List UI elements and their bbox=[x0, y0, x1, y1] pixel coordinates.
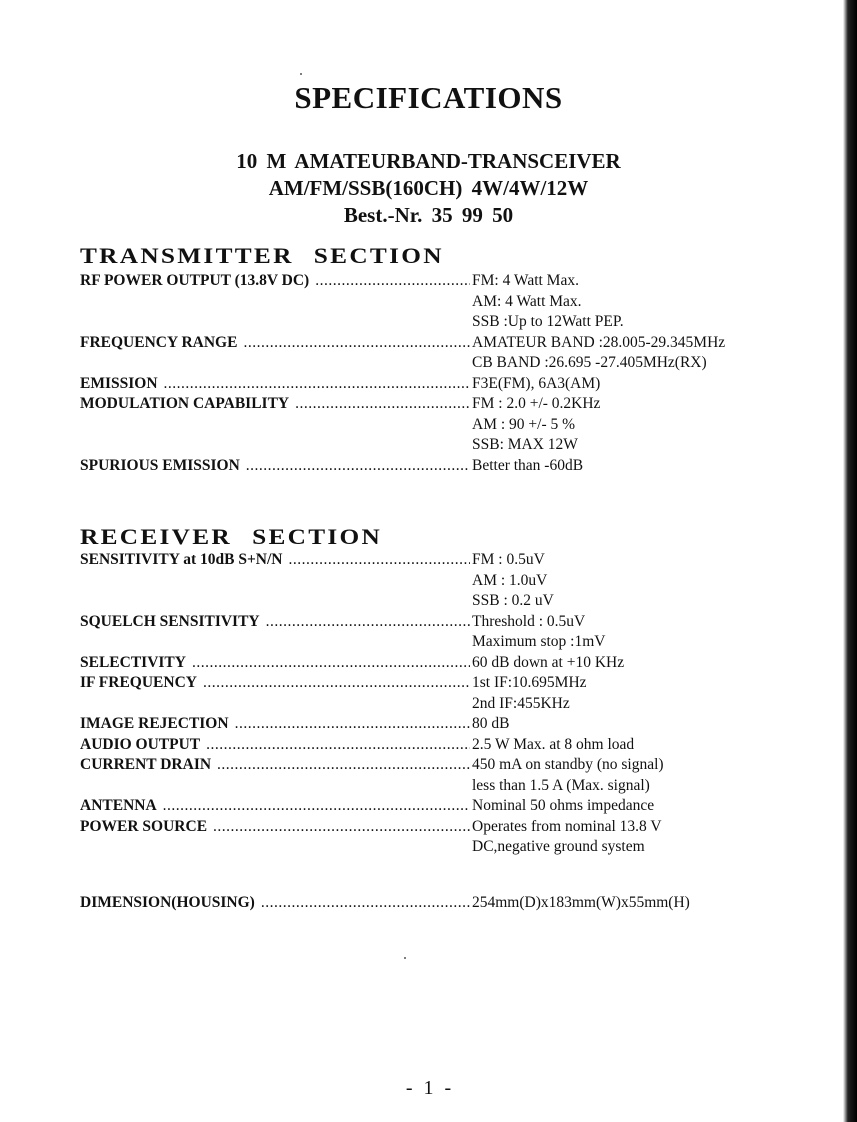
spec-values bbox=[470, 550, 820, 612]
spec-values bbox=[470, 714, 820, 735]
spec-value-line: DC,negative ground system bbox=[472, 838, 645, 855]
spec-value-line: FM : 2.0 +/- 0.2KHz bbox=[472, 395, 601, 412]
spec-row bbox=[80, 550, 820, 612]
spec-label: POWER SOURCE bbox=[80, 817, 208, 835]
spec-value-line: Operates from nominal 13.8 V bbox=[472, 817, 662, 835]
spec-row bbox=[80, 394, 820, 456]
spec-values bbox=[470, 333, 820, 374]
dot-leader bbox=[235, 714, 470, 735]
spec-value-line: 2nd IF:455KHz bbox=[472, 694, 570, 712]
spec-row bbox=[80, 735, 820, 756]
spec-row bbox=[80, 796, 820, 817]
spec-label: SPURIOUS EMISSION bbox=[80, 456, 240, 474]
spec-label: AUDIO OUTPUT bbox=[80, 735, 201, 753]
spec-value-line: 80 dB bbox=[472, 715, 510, 732]
dot-leader bbox=[163, 796, 470, 817]
spec-values bbox=[470, 374, 820, 395]
dot-leader bbox=[243, 333, 470, 354]
spec-label-cell bbox=[80, 817, 470, 838]
dot-leader bbox=[192, 653, 470, 674]
spec-label: FREQUENCY RANGE bbox=[80, 333, 238, 351]
spec-value-line: 60 dB down at +10 KHz bbox=[472, 653, 625, 671]
spec-label-cell bbox=[80, 796, 470, 817]
dot-leader bbox=[315, 271, 470, 292]
spec-label: ANTENNA bbox=[80, 797, 157, 814]
spec-value-line: FM: 4 Watt Max. bbox=[472, 272, 579, 289]
model-subtitle: 10 M AMATEURBAND-TRANSCEIVER bbox=[236, 149, 621, 173]
spec-value-line: SSB : 0.2 uV bbox=[472, 592, 554, 609]
spec-label: IF FREQUENCY bbox=[80, 674, 197, 691]
spec-label: SELECTIVITY bbox=[80, 653, 186, 671]
spec-value-line: FM : 0.5uV bbox=[472, 551, 545, 568]
spec-value-line: SSB: MAX 12W bbox=[472, 436, 578, 453]
order-number-subtitle: Best.-Nr. 35 99 50 bbox=[343, 203, 514, 227]
spec-value-line: Threshold : 0.5uV bbox=[472, 612, 586, 630]
spec-label-cell bbox=[80, 333, 470, 354]
spec-label-cell bbox=[80, 374, 470, 395]
spec-row bbox=[80, 271, 820, 333]
spec-values bbox=[470, 755, 820, 796]
spec-label: IMAGE REJECTION bbox=[80, 715, 229, 732]
spec-label-cell bbox=[80, 893, 470, 914]
scan-speck bbox=[300, 73, 302, 75]
dot-leader bbox=[295, 394, 470, 415]
mode-power-subtitle: AM/FM/SSB(160CH) 4W/4W/12W bbox=[268, 176, 589, 200]
transmitter-section-heading: TRANSMITTER SECTION bbox=[80, 243, 444, 268]
spec-values bbox=[470, 456, 820, 477]
spec-row bbox=[80, 653, 820, 674]
spec-row bbox=[80, 673, 820, 714]
receiver-section-heading: RECEIVER SECTION bbox=[80, 524, 383, 549]
spec-values bbox=[470, 893, 820, 914]
spec-label-cell bbox=[80, 714, 470, 735]
spec-value-line: AM : 1.0uV bbox=[472, 571, 548, 589]
spec-label: SQUELCH SENSITIVITY bbox=[80, 612, 260, 630]
dot-leader bbox=[206, 735, 470, 756]
spec-values bbox=[470, 653, 820, 674]
spec-row bbox=[80, 817, 820, 858]
spec-values bbox=[470, 817, 820, 858]
spec-label-cell bbox=[80, 653, 470, 674]
spec-label: CURRENT DRAIN bbox=[80, 756, 212, 773]
spec-values bbox=[470, 735, 820, 756]
spec-label: RF POWER OUTPUT (13.8V DC) bbox=[80, 272, 310, 289]
spec-label: EMISSION bbox=[80, 374, 158, 392]
spec-value-line: AM: 4 Watt Max. bbox=[472, 292, 582, 310]
spec-row bbox=[80, 714, 820, 735]
spec-value-line: CB BAND :26.695 -27.405MHz(RX) bbox=[472, 354, 707, 371]
spec-value-line: AMATEUR BAND :28.005-29.345MHz bbox=[472, 333, 726, 351]
spec-value-line: SSB :Up to 12Watt PEP. bbox=[472, 313, 624, 330]
spec-label: DIMENSION(HOUSING) bbox=[80, 894, 255, 911]
spec-label-cell bbox=[80, 456, 470, 477]
spec-value-line: 450 mA on standby (no signal) bbox=[472, 756, 664, 773]
spec-values bbox=[470, 673, 820, 714]
spec-value-line: less than 1.5 A (Max. signal) bbox=[472, 776, 650, 794]
spec-value-line: AM : 90 +/- 5 % bbox=[472, 415, 576, 433]
dimension-spec-list bbox=[80, 893, 820, 914]
spec-values bbox=[470, 796, 820, 817]
spec-value-line: 254mm(D)x183mm(W)x55mm(H) bbox=[472, 894, 690, 911]
dot-leader bbox=[217, 755, 470, 776]
spec-values bbox=[470, 612, 820, 653]
dot-leader bbox=[261, 893, 470, 914]
spec-value-line: 1st IF:10.695MHz bbox=[472, 674, 587, 691]
receiver-spec-list bbox=[80, 550, 820, 858]
spec-label: MODULATION CAPABILITY bbox=[80, 395, 290, 412]
spec-value-line: Maximum stop :1mV bbox=[472, 633, 606, 650]
page-title: SPECIFICATIONS bbox=[294, 80, 563, 115]
spec-row bbox=[80, 374, 820, 395]
spec-label-cell bbox=[80, 735, 470, 756]
spec-values bbox=[470, 394, 820, 456]
dot-leader bbox=[164, 374, 470, 395]
spec-row bbox=[80, 333, 820, 374]
spec-row bbox=[80, 612, 820, 653]
spec-label-cell bbox=[80, 612, 470, 633]
spec-label-cell bbox=[80, 394, 470, 415]
dot-leader bbox=[246, 456, 470, 477]
dot-leader bbox=[289, 550, 471, 571]
spec-row bbox=[80, 893, 820, 914]
spec-label-cell bbox=[80, 755, 470, 776]
spec-label-cell bbox=[80, 673, 470, 694]
spec-label: SENSITIVITY at 10dB S+N/N bbox=[80, 551, 283, 568]
dot-leader bbox=[266, 612, 470, 633]
spec-row bbox=[80, 456, 820, 477]
dot-leader bbox=[203, 673, 470, 694]
spec-values bbox=[470, 271, 820, 333]
page-number: - 1 - bbox=[405, 1077, 452, 1099]
spec-value-line: Better than -60dB bbox=[472, 456, 584, 474]
spec-value-line: 2.5 W Max. at 8 ohm load bbox=[472, 735, 635, 753]
spec-value-line: Nominal 50 ohms impedance bbox=[472, 797, 655, 814]
spec-row bbox=[80, 755, 820, 796]
dot-leader bbox=[213, 817, 470, 838]
spec-label-cell bbox=[80, 550, 470, 571]
scan-speck bbox=[404, 957, 406, 959]
transmitter-spec-list bbox=[80, 271, 820, 476]
spec-label-cell bbox=[80, 271, 470, 292]
spec-value-line: F3E(FM), 6A3(AM) bbox=[472, 374, 601, 392]
